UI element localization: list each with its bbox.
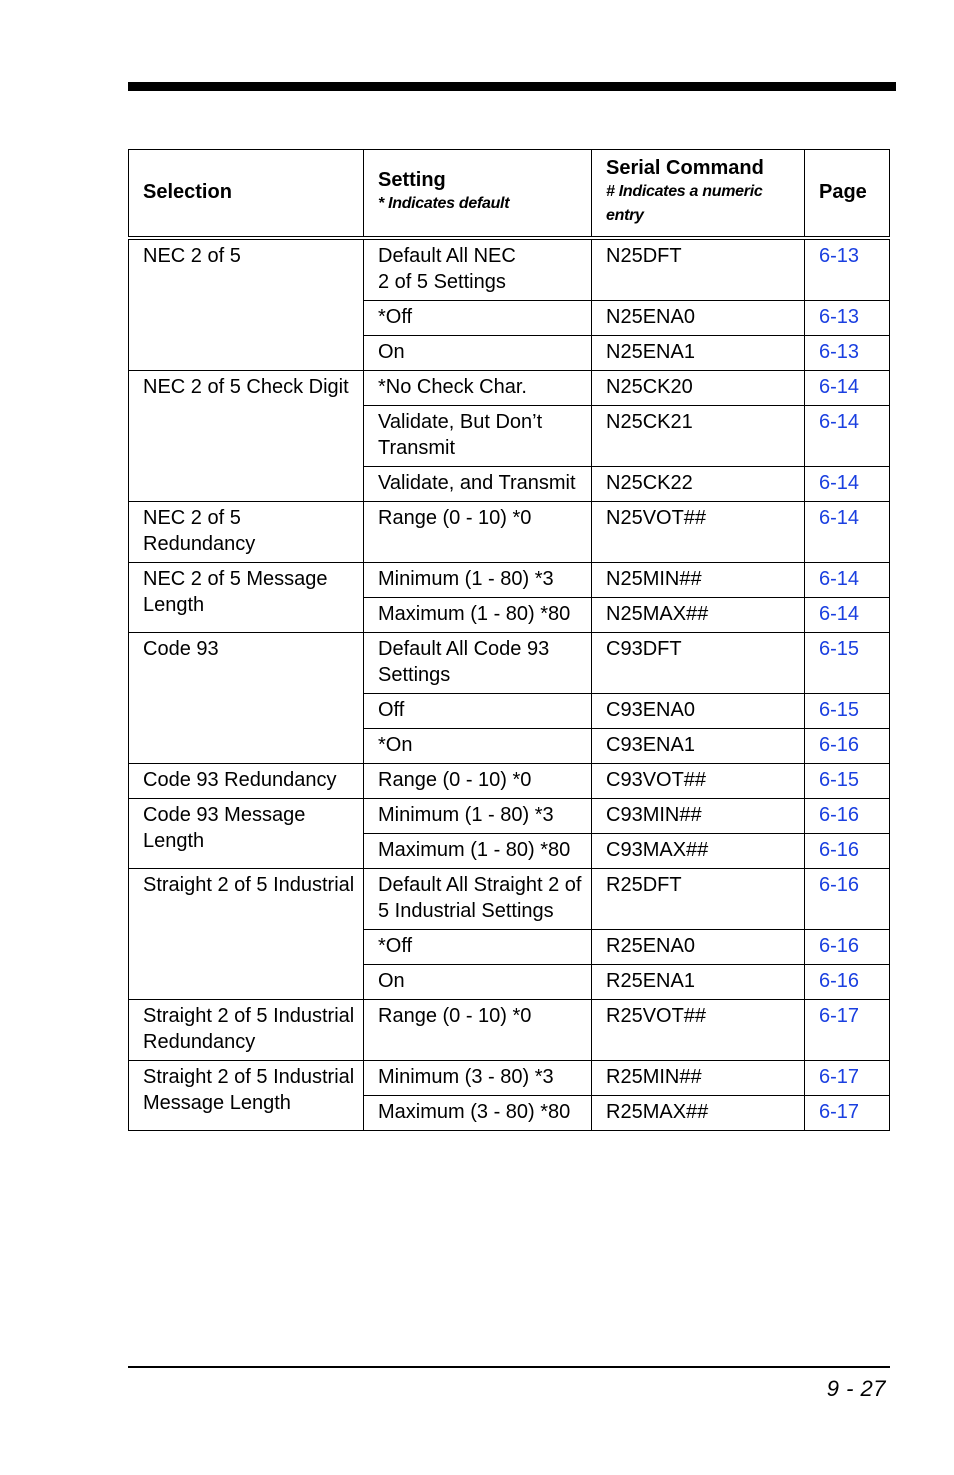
setting-cell: Default All Straight 2 of 5 Industrial Settings: [364, 868, 592, 929]
setting-cell: Validate, and Transmit: [364, 466, 592, 501]
page-link[interactable]: 6-13: [819, 244, 860, 267]
selection-cell: Code 93: [129, 632, 364, 763]
setting-cell: *Off: [364, 929, 592, 964]
page-link[interactable]: 6-14: [819, 506, 860, 529]
setting-cell: On: [364, 964, 592, 999]
selection-cell: NEC 2 of 5: [129, 238, 364, 371]
setting-cell: *No Check Char.: [364, 370, 592, 405]
header-serial-command: Serial Command # Indicates a numeric entry: [592, 150, 805, 238]
page-cell: [805, 728, 890, 763]
page-link[interactable]: 6-16: [819, 969, 860, 992]
page-cell: [805, 999, 890, 1060]
setting-cell: Maximum (3 - 80) *80: [364, 1095, 592, 1130]
serial-command-cell: N25MAX##: [592, 597, 805, 632]
setting-cell: Default All Code 93 Settings: [364, 632, 592, 693]
page-link[interactable]: 6-16: [819, 873, 860, 896]
table-row: [129, 501, 890, 562]
selection-cell: NEC 2 of 5 Redundancy: [129, 501, 364, 562]
table-row: [129, 999, 890, 1060]
serial-command-cell: C93ENA1: [592, 728, 805, 763]
page-cell: [805, 929, 890, 964]
page-link[interactable]: 6-16: [819, 733, 860, 756]
selection-cell: Straight 2 of 5 Industrial: [129, 868, 364, 999]
page-link[interactable]: 6-13: [819, 305, 860, 328]
page-link[interactable]: 6-17: [819, 1004, 860, 1027]
table-row: [129, 562, 890, 597]
header-selection: Selection: [129, 150, 364, 238]
bottom-rule: [128, 1366, 890, 1368]
setting-cell: Validate, But Don’t Transmit: [364, 405, 592, 466]
page-link[interactable]: 6-14: [819, 602, 860, 625]
page-cell: [805, 238, 890, 301]
page-link[interactable]: 6-15: [819, 637, 860, 660]
setting-cell: *Off: [364, 300, 592, 335]
top-rule: [128, 82, 896, 91]
page-cell: [805, 833, 890, 868]
selection-cell: Straight 2 of 5 Industrial Redundancy: [129, 999, 364, 1060]
serial-command-cell: R25ENA0: [592, 929, 805, 964]
serial-command-cell: N25ENA1: [592, 335, 805, 370]
page-link[interactable]: 6-15: [819, 768, 860, 791]
page-link[interactable]: 6-16: [819, 803, 860, 826]
page-link[interactable]: 6-14: [819, 471, 860, 494]
page-cell: [805, 1060, 890, 1095]
page-cell: [805, 370, 890, 405]
table-row: [129, 370, 890, 405]
serial-command-cell: N25MIN##: [592, 562, 805, 597]
header-setting: Setting * Indicates default: [364, 150, 592, 238]
serial-command-cell: R25ENA1: [592, 964, 805, 999]
page-link[interactable]: 6-15: [819, 698, 860, 721]
table-row: [129, 798, 890, 833]
page-cell: [805, 632, 890, 693]
page-link[interactable]: 6-17: [819, 1065, 860, 1088]
setting-cell: Off: [364, 693, 592, 728]
page-link[interactable]: 6-16: [819, 838, 860, 861]
page-cell: [805, 335, 890, 370]
setting-cell: Default All NEC 2 of 5 Settings: [364, 238, 592, 301]
serial-command-cell: C93VOT##: [592, 763, 805, 798]
setting-cell: Range (0 - 10) *0: [364, 501, 592, 562]
serial-command-cell: R25DFT: [592, 868, 805, 929]
serial-command-cell: C93ENA0: [592, 693, 805, 728]
setting-cell: Minimum (1 - 80) *3: [364, 798, 592, 833]
page-number: 9 - 27: [826, 1376, 886, 1401]
serial-command-cell: C93DFT: [592, 632, 805, 693]
page-cell: [805, 597, 890, 632]
page-link[interactable]: 6-17: [819, 1100, 860, 1123]
table-row: [129, 238, 890, 301]
page-cell: [805, 405, 890, 466]
table-row: [129, 632, 890, 693]
page-cell: [805, 501, 890, 562]
setting-cell: *On: [364, 728, 592, 763]
page-link[interactable]: 6-14: [819, 567, 860, 590]
page-cell: [805, 300, 890, 335]
serial-command-cell: N25DFT: [592, 238, 805, 301]
header-page: Page: [805, 150, 890, 238]
serial-command-cell: R25VOT##: [592, 999, 805, 1060]
table-row: [129, 763, 890, 798]
serial-command-cell: N25CK22: [592, 466, 805, 501]
page-cell: [805, 964, 890, 999]
serial-command-cell: N25CK20: [592, 370, 805, 405]
serial-command-cell: C93MAX##: [592, 833, 805, 868]
selection-cell: NEC 2 of 5 Check Digit: [129, 370, 364, 501]
serial-command-cell: N25VOT##: [592, 501, 805, 562]
page-cell: [805, 562, 890, 597]
page-link[interactable]: 6-13: [819, 340, 860, 363]
setting-cell: Range (0 - 10) *0: [364, 763, 592, 798]
serial-command-cell: N25ENA0: [592, 300, 805, 335]
setting-cell: Range (0 - 10) *0: [364, 999, 592, 1060]
page-cell: [805, 693, 890, 728]
page-cell: [805, 798, 890, 833]
page-cell: [805, 1095, 890, 1130]
table-row: [129, 1060, 890, 1095]
table-body: [129, 238, 890, 1131]
page-cell: [805, 868, 890, 929]
page-link[interactable]: 6-14: [819, 410, 860, 433]
selection-cell: Code 93 Redundancy: [129, 763, 364, 798]
setting-cell: Maximum (1 - 80) *80: [364, 833, 592, 868]
table-row: [129, 868, 890, 929]
selection-cell: Straight 2 of 5 Industrial Message Length: [129, 1060, 364, 1130]
serial-command-cell: R25MIN##: [592, 1060, 805, 1095]
setting-cell: Minimum (3 - 80) *3: [364, 1060, 592, 1095]
page-cell: [805, 466, 890, 501]
page-link[interactable]: 6-16: [819, 934, 860, 957]
selection-cell: Code 93 Message Length: [129, 798, 364, 868]
serial-command-cell: C93MIN##: [592, 798, 805, 833]
selection-cell: NEC 2 of 5 Message Length: [129, 562, 364, 632]
setting-cell: Minimum (1 - 80) *3: [364, 562, 592, 597]
table-header-row: [129, 150, 890, 238]
setting-cell: Maximum (1 - 80) *80: [364, 597, 592, 632]
serial-command-cell: N25CK21: [592, 405, 805, 466]
page-cell: [805, 763, 890, 798]
page-link[interactable]: 6-14: [819, 375, 860, 398]
serial-command-cell: R25MAX##: [592, 1095, 805, 1130]
setting-cell: On: [364, 335, 592, 370]
settings-table: [128, 149, 890, 1131]
